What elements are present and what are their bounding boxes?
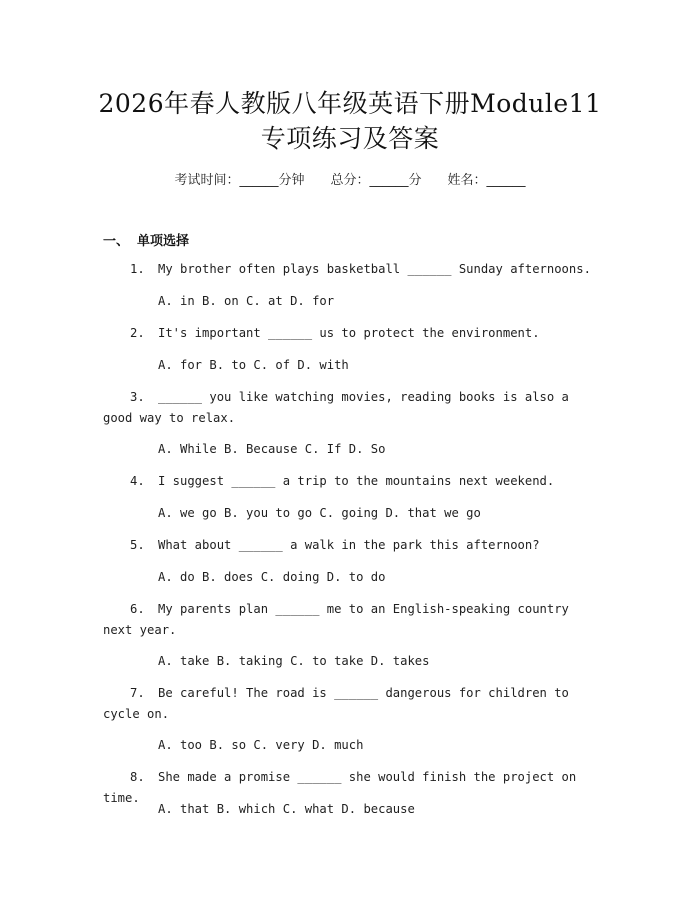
document-title-line-2: 专项练习及答案 bbox=[260, 124, 440, 153]
question-number: 3. bbox=[130, 390, 145, 404]
question-6 bbox=[103, 599, 593, 641]
question-text: She made a promise ______ she would finish the project on time. bbox=[103, 770, 584, 805]
document-title-line-1: 2026年春人教版八年级英语下册Module11 bbox=[98, 89, 602, 118]
question-text: I suggest ______ a trip to the mountains next weekend. bbox=[158, 474, 555, 488]
question-4 bbox=[103, 471, 593, 492]
exam-time-field: 考试时间：______分钟 bbox=[174, 173, 305, 188]
question-8-options: A. that B. which C. what D. because bbox=[158, 802, 415, 816]
total-score-field: 总分：______分 bbox=[330, 173, 422, 188]
question-number: 8. bbox=[130, 770, 145, 784]
section-number: 一、 bbox=[103, 234, 130, 249]
question-text: What about ______ a walk in the park this afternoon? bbox=[158, 538, 540, 552]
question-number: 2. bbox=[130, 326, 145, 340]
question-7 bbox=[103, 683, 593, 725]
question-number: 6. bbox=[130, 602, 145, 616]
question-text: Be careful! The road is ______ dangerous for children to cycle on. bbox=[103, 686, 577, 721]
question-3 bbox=[103, 387, 593, 429]
question-text: My brother often plays basketball ______ Sunday afternoons. bbox=[158, 262, 591, 276]
question-2 bbox=[103, 323, 593, 344]
question-number: 1. bbox=[130, 262, 145, 276]
question-number: 4. bbox=[130, 474, 145, 488]
section-title: 单项选择 bbox=[137, 234, 190, 249]
question-5 bbox=[103, 535, 593, 556]
question-4-options: A. we go B. you to go C. going D. that we go bbox=[158, 506, 481, 520]
question-7-options: A. too B. so C. very D. much bbox=[158, 738, 364, 752]
question-text: My parents plan ______ me to an English-speaking country next year. bbox=[103, 602, 577, 637]
question-number: 7. bbox=[130, 686, 145, 700]
exam-info bbox=[0, 169, 700, 188]
question-1-options: A. in B. on C. at D. for bbox=[158, 294, 335, 308]
student-name-field: 姓名：______ bbox=[447, 173, 526, 188]
section-heading bbox=[103, 230, 189, 249]
question-6-options: A. take B. taking C. to take D. takes bbox=[158, 654, 430, 668]
question-text: It's important ______ us to protect the environment. bbox=[158, 326, 540, 340]
question-text: ______ you like watching movies, reading books is also a good way to relax. bbox=[103, 390, 577, 425]
question-5-options: A. do B. does C. doing D. to do bbox=[158, 570, 386, 584]
question-3-options: A. While B. Because C. If D. So bbox=[158, 442, 386, 456]
question-number: 5. bbox=[130, 538, 145, 552]
question-2-options: A. for B. to C. of D. with bbox=[158, 358, 349, 372]
question-1 bbox=[103, 259, 593, 280]
